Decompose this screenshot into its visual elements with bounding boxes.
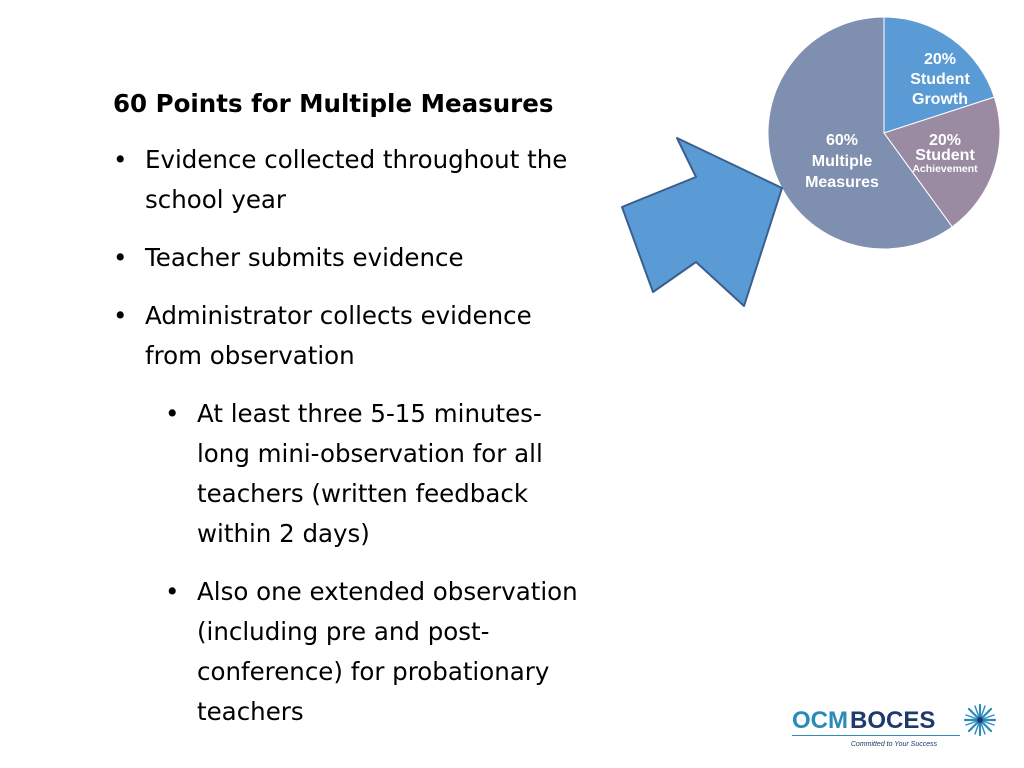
bullet-text: Evidence collected throughout the school year: [145, 145, 568, 214]
label-achieve-line2: Achievement: [912, 163, 978, 175]
label-multi-line1: Multiple: [811, 153, 873, 170]
bullet-dot: •: [165, 577, 180, 606]
bullet-dot: •: [165, 399, 180, 428]
label-achieve-line1: Student: [915, 147, 975, 164]
slide-heading: 60 Points for Multiple Measures: [113, 89, 554, 118]
label-growth-line1: Student: [910, 71, 970, 88]
bullet-text: Administrator collects evidence from observation: [145, 301, 532, 370]
starburst-icon: [965, 705, 995, 735]
bullet-dot: •: [113, 301, 128, 330]
sub-bullet-item: [165, 394, 593, 554]
sub-bullet-item: [165, 572, 593, 732]
bullet-item: [113, 140, 593, 220]
bullet-item: [113, 238, 593, 278]
label-growth-pct: 20%: [923, 51, 957, 68]
ocmboces-logo: [780, 690, 1010, 760]
sub-bullet-text: At least three 5-15 minutes-long mini-observation for all teachers (written feedback within 2 days): [197, 399, 543, 548]
logo-text-boces: BOCES: [850, 707, 936, 734]
label-achieve-pct: 20%: [928, 132, 962, 149]
logo-text-ocm: OCM: [792, 707, 848, 734]
pointer-arrow-shape: [622, 138, 782, 306]
slide-text-body: [113, 84, 593, 750]
bullet-dot: •: [113, 243, 128, 272]
pie-graphic: [600, 0, 1024, 320]
logo-tagline: Committed to Your Success: [850, 741, 938, 748]
label-multi-line2: Measures: [805, 174, 879, 191]
logo-underline: [792, 735, 960, 736]
bullet-dot: •: [113, 145, 128, 174]
sub-bullet-text: Also one extended observation (including pre and post-conference) for probationary teachers: [197, 577, 578, 726]
label-growth-line2: Growth: [912, 91, 968, 108]
bullet-text: Teacher submits evidence: [145, 243, 464, 272]
bullet-list: [113, 140, 593, 732]
bullet-item: [113, 296, 593, 732]
sub-bullet-list: [145, 394, 593, 732]
label-multi-pct: 60%: [825, 132, 859, 149]
